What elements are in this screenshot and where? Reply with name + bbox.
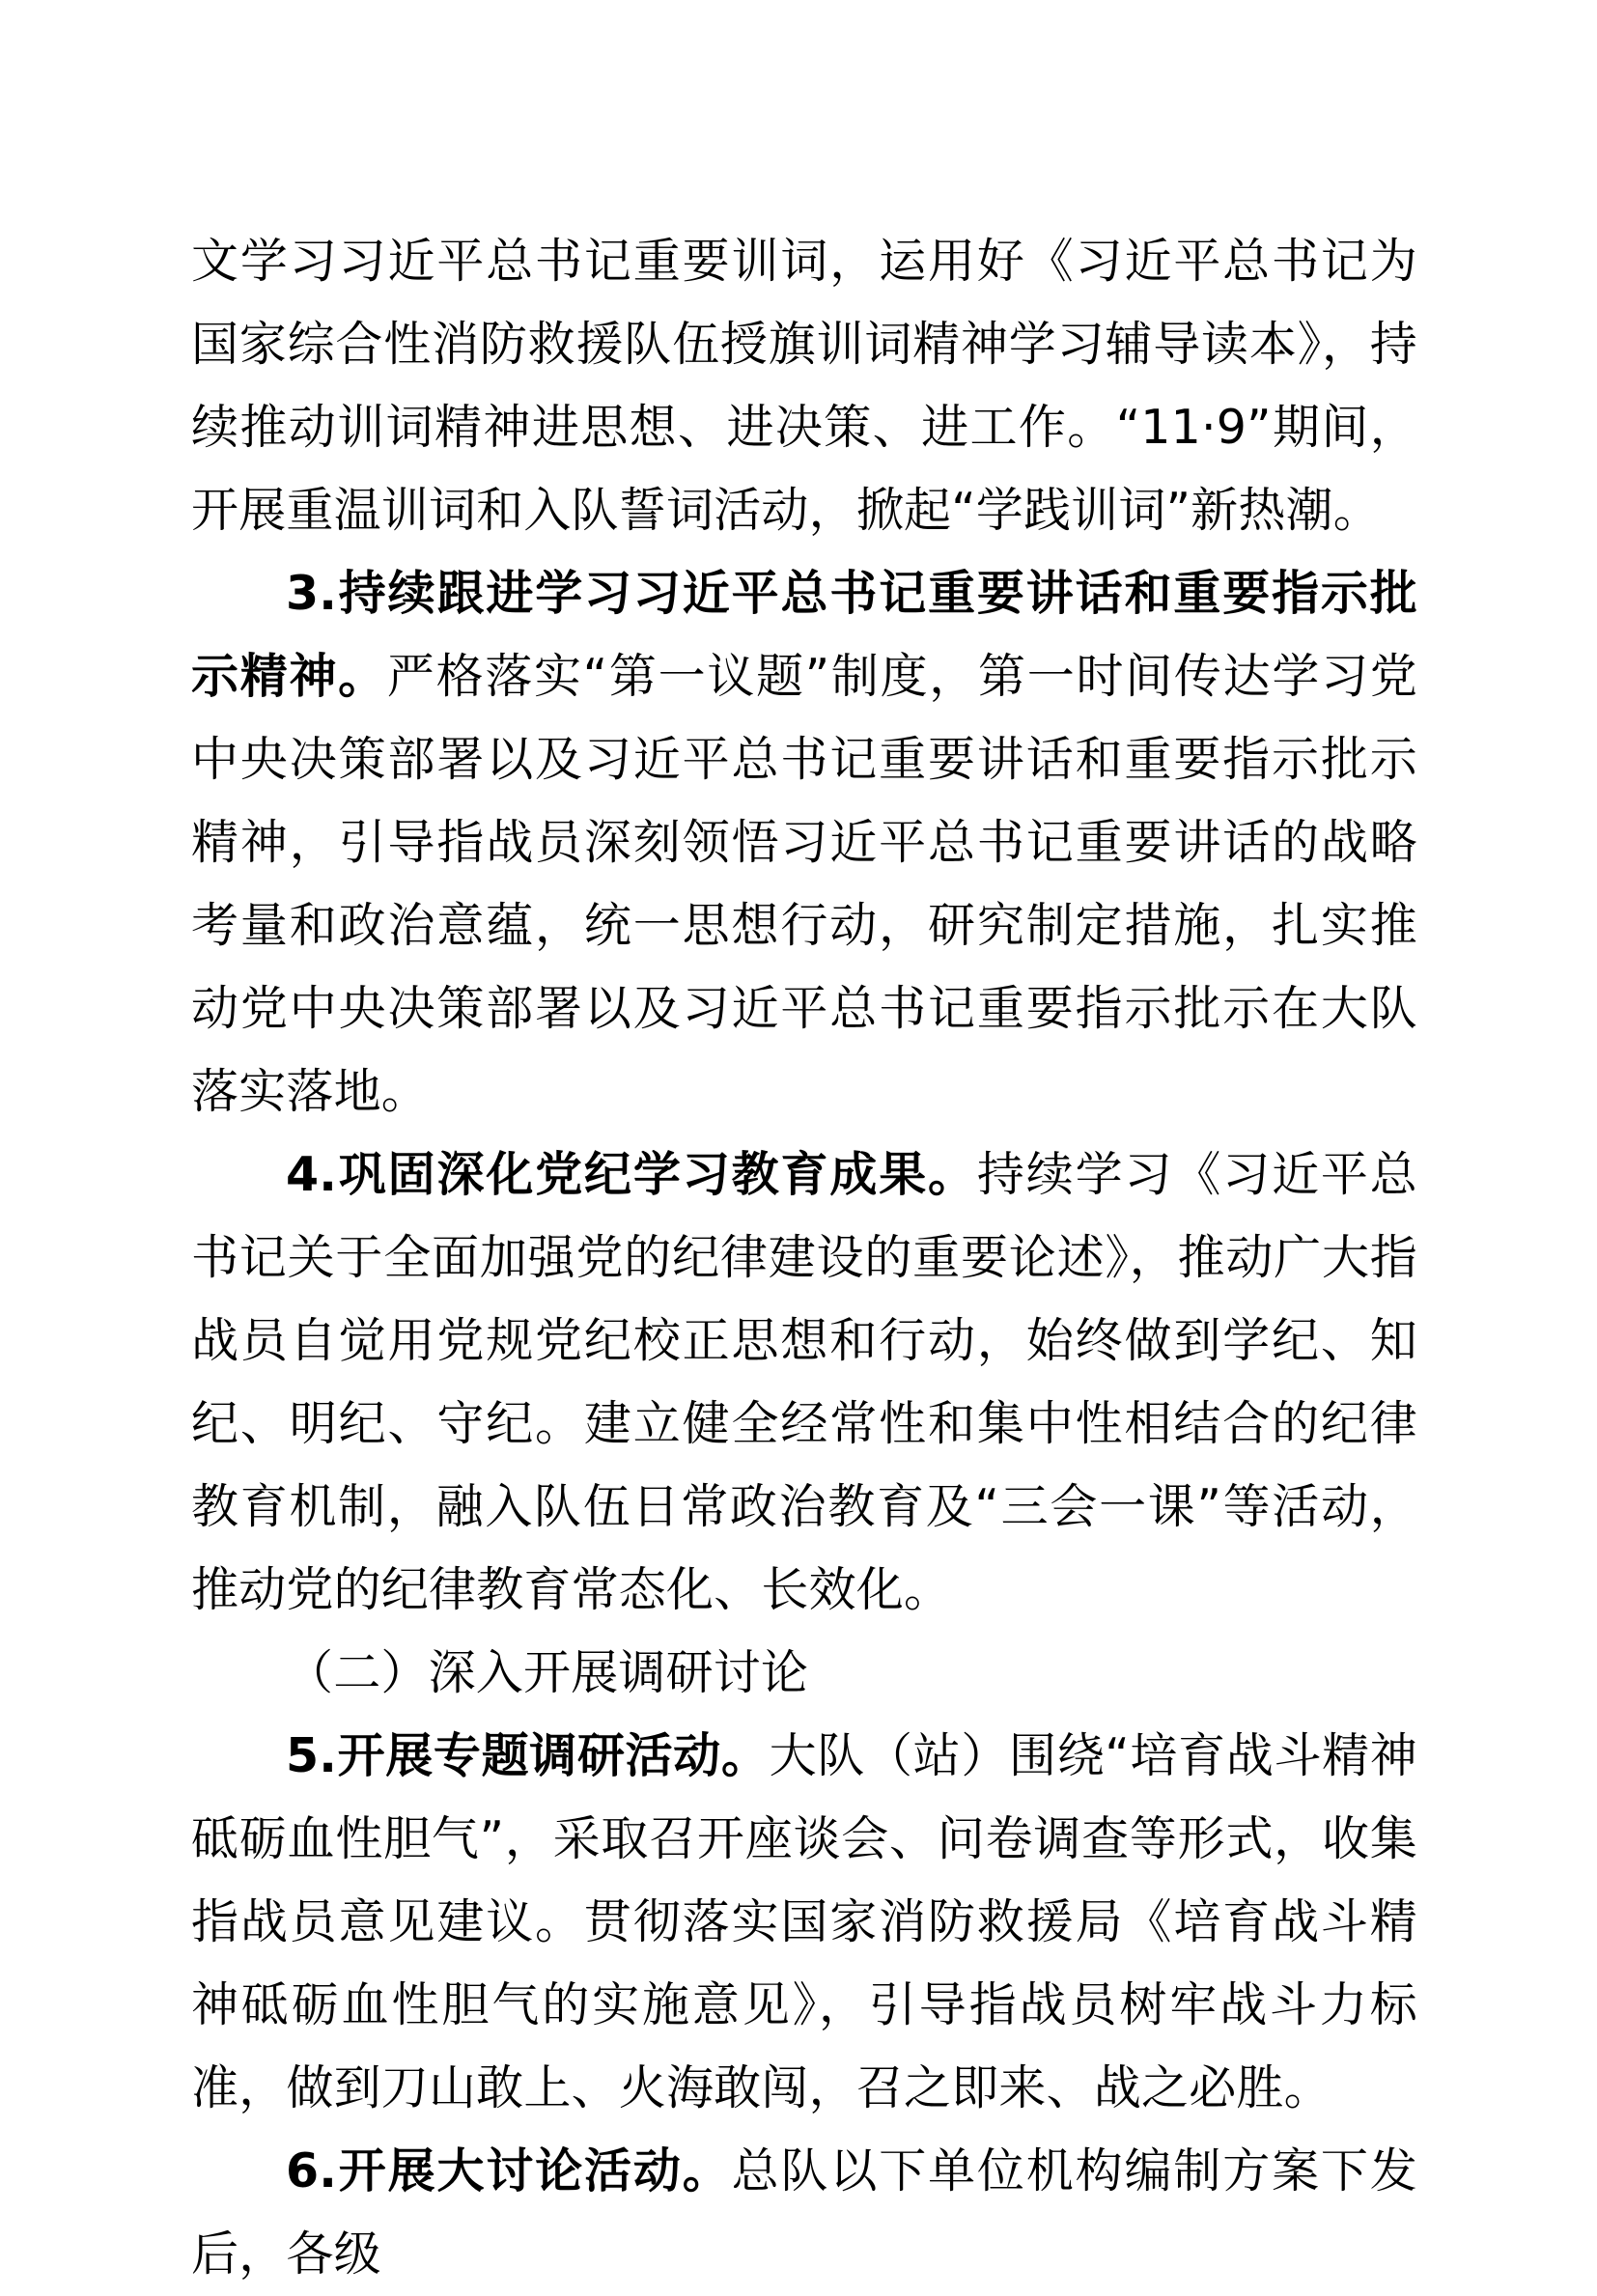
document-body: [191, 220, 1417, 2296]
paragraph-continuation: [191, 220, 1417, 552]
paragraph-item-4: [191, 1134, 1417, 1632]
paragraph-text: 持续学习《习近平总书记关于全面加强党的纪律建设的重要论述》，推动广大指战员自觉用党规党纪校正思想和行动，始终做到学纪、知纪、明纪、守纪。建立健全经常性和集中性相结合的纪律教育机制，融入队伍日常政治教育及“三会一课”等活动，推动党的纪律教育常态化、长效化。: [191, 1147, 1417, 1617]
paragraph-lead: 6.开展大讨论活动。: [286, 2143, 732, 2198]
paragraph-text: 总队以下单位机构编制方案下发后，各级: [191, 2143, 1417, 2282]
paragraph-text: 文学习习近平总书记重要训词，运用好《习近平总书记为国家综合性消防救援队伍授旗训词精神学习辅导读本》，持续推动训词精神进思想、进决策、进工作。“11·9”期间，开展重温训词和入队誓词活动，掀起“学践训词”新热潮。: [191, 234, 1417, 538]
paragraph-text: 严格落实“第一议题”制度，第一时间传达学习党中央决策部署以及习近平总书记重要讲话和重要指示批示精神，引导指战员深刻领悟习近平总书记重要讲话的战略考量和政治意蕴，统一思想行动，研究制定措施，扎实推动党中央决策部署以及习近平总书记重要指示批示在大队落实落地。: [191, 649, 1417, 1119]
paragraph-lead: 5.开展专题调研活动。: [286, 1728, 770, 1783]
section-subheading: [191, 1632, 1417, 1715]
subheading-text: （二）深入开展调研讨论: [286, 1645, 809, 1700]
paragraph-item-3: [191, 552, 1417, 1134]
paragraph-lead: 3.持续跟进学习习近平总书记重要讲话和重要指示批示精神。: [191, 566, 1417, 704]
paragraph-item-5: [191, 1715, 1417, 2130]
paragraph-lead: 4.巩固深化党纪学习教育成果。: [286, 1147, 977, 1202]
paragraph-item-6: [191, 2130, 1417, 2296]
paragraph-text: 大队（站）围绕“培育战斗精神砥砺血性胆气”，采取召开座谈会、问卷调查等形式，收集指战员意见建议。贯彻落实国家消防救援局《培育战斗精神砥砺血性胆气的实施意见》，引导指战员树牢战斗力标准，做到刀山敢上、火海敢闯，召之即来、战之必胜。: [191, 1728, 1417, 2115]
